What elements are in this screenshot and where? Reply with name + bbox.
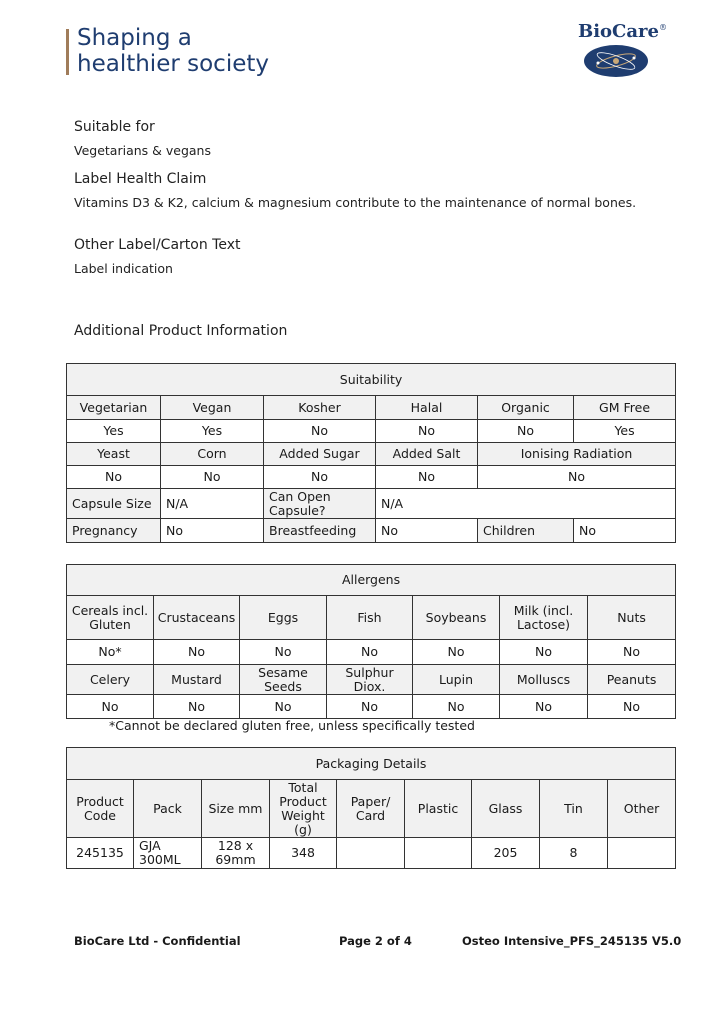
header-cereals-gluten: Cereals incl. Gluten (67, 596, 154, 640)
header-molluscs: Molluscs (500, 665, 588, 695)
header-eggs: Eggs (240, 596, 327, 640)
suitable-for-text: Vegetarians & vegans (74, 143, 211, 158)
header-pack: Pack (134, 780, 202, 838)
value-fish: No (327, 640, 413, 665)
tagline (77, 25, 269, 77)
value-corn: No (161, 466, 264, 489)
value-glass: 205 (472, 838, 540, 869)
can-open-capsule-value: N/A (376, 489, 676, 519)
packaging-table (66, 747, 676, 869)
breastfeeding-label: Breastfeeding (264, 519, 376, 543)
breastfeeding-value: No (376, 519, 478, 543)
header-organic: Organic (478, 396, 574, 420)
header-celery: Celery (67, 665, 154, 695)
header-yeast: Yeast (67, 443, 161, 466)
value-eggs: No (240, 640, 327, 665)
header-size-mm: Size mm (202, 780, 270, 838)
header-peanuts: Peanuts (588, 665, 676, 695)
header-sulphur-diox: Sulphur Diox. (327, 665, 413, 695)
value-celery: No (67, 695, 154, 719)
value-ionising-radiation: No (478, 466, 676, 489)
header-tin: Tin (540, 780, 608, 838)
tagline-line-2: healthier society (77, 51, 269, 77)
value-vegan: Yes (161, 420, 264, 443)
header-added-salt: Added Salt (376, 443, 478, 466)
children-value: No (574, 519, 676, 543)
footer-page-number: Page 2 of 4 (339, 934, 412, 948)
header-nuts: Nuts (588, 596, 676, 640)
value-vegetarian: Yes (67, 420, 161, 443)
pregnancy-value: No (161, 519, 264, 543)
value-halal: No (376, 420, 478, 443)
header-vegetarian: Vegetarian (67, 396, 161, 420)
children-label: Children (478, 519, 574, 543)
value-crustaceans: No (154, 640, 240, 665)
header-halal: Halal (376, 396, 478, 420)
packaging-title: Packaging Details (67, 748, 676, 780)
value-paper-card (337, 838, 405, 869)
other-label-heading: Other Label/Carton Text (74, 237, 241, 253)
other-label-text: Label indication (74, 261, 173, 276)
value-tin: 8 (540, 838, 608, 869)
value-molluscs: No (500, 695, 588, 719)
value-added-salt: No (376, 466, 478, 489)
value-cereals-gluten: No* (67, 640, 154, 665)
value-plastic (405, 838, 472, 869)
value-soybeans: No (413, 640, 500, 665)
suitability-table (66, 363, 676, 543)
value-gm-free: Yes (574, 420, 676, 443)
value-added-sugar: No (264, 466, 376, 489)
header-corn: Corn (161, 443, 264, 466)
additional-info-heading: Additional Product Information (74, 323, 288, 339)
header-fish: Fish (327, 596, 413, 640)
value-product-code: 245135 (67, 838, 134, 869)
biocare-logo-icon (583, 44, 649, 78)
value-other (608, 838, 676, 869)
header-soybeans: Soybeans (413, 596, 500, 640)
header-kosher: Kosher (264, 396, 376, 420)
value-nuts: No (588, 640, 676, 665)
footer-left: BioCare Ltd - Confidential (74, 934, 241, 948)
value-organic: No (478, 420, 574, 443)
value-yeast: No (67, 466, 161, 489)
header-lupin: Lupin (413, 665, 500, 695)
accent-bar (66, 29, 69, 75)
allergens-footnote: *Cannot be declared gluten free, unless specifically tested (109, 718, 475, 733)
header-added-sugar: Added Sugar (264, 443, 376, 466)
header-plastic: Plastic (405, 780, 472, 838)
header-mustard: Mustard (154, 665, 240, 695)
value-lupin: No (413, 695, 500, 719)
suitable-for-heading: Suitable for (74, 119, 155, 135)
header-product-code: Product Code (67, 780, 134, 838)
can-open-capsule-label: Can Open Capsule? (264, 489, 376, 519)
header-crustaceans: Crustaceans (154, 596, 240, 640)
value-peanuts: No (588, 695, 676, 719)
value-total-weight: 348 (270, 838, 337, 869)
allergens-table (66, 564, 676, 719)
header-milk: Milk (incl. Lactose) (500, 596, 588, 640)
capsule-size-label: Capsule Size (67, 489, 161, 519)
header-total-weight: Total Product Weight (g) (270, 780, 337, 838)
value-pack: GJA 300ML (134, 838, 202, 869)
suitability-title: Suitability (67, 364, 676, 396)
header-paper-card: Paper/ Card (337, 780, 405, 838)
footer-document-id: Osteo Intensive_PFS_245135 V5.0 (462, 934, 682, 948)
value-sulphur-diox: No (327, 695, 413, 719)
tagline-line-1: Shaping a (77, 25, 192, 51)
header-glass: Glass (472, 780, 540, 838)
header-other: Other (608, 780, 676, 838)
header-gm-free: GM Free (574, 396, 676, 420)
value-size-mm: 128 x 69mm (202, 838, 270, 869)
header-vegan: Vegan (161, 396, 264, 420)
header-sesame-seeds: Sesame Seeds (240, 665, 327, 695)
value-mustard: No (154, 695, 240, 719)
header-ionising-radiation: Ionising Radiation (478, 443, 676, 466)
value-kosher: No (264, 420, 376, 443)
allergens-title: Allergens (67, 565, 676, 596)
pregnancy-label: Pregnancy (67, 519, 161, 543)
health-claim-text: Vitamins D3 & K2, calcium & magnesium contribute to the maintenance of normal bones. (74, 195, 637, 210)
health-claim-heading: Label Health Claim (74, 171, 207, 187)
capsule-size-value: N/A (161, 489, 264, 519)
biocare-logo-text: BioCare® (578, 21, 667, 42)
value-milk: No (500, 640, 588, 665)
value-sesame-seeds: No (240, 695, 327, 719)
